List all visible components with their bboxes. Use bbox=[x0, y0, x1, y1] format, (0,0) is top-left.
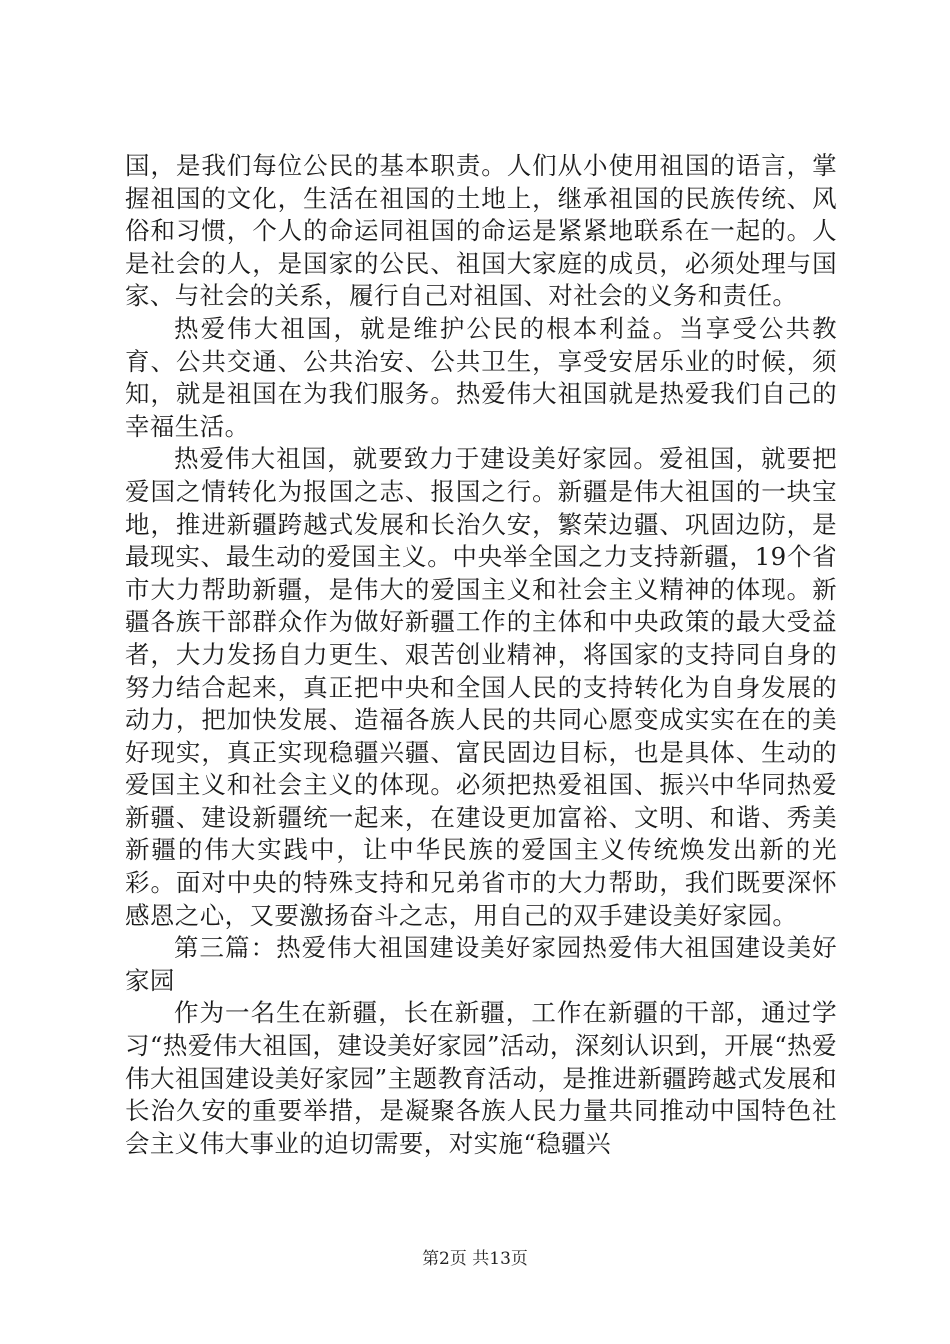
paragraph-1: 国，是我们每位公民的基本职责。人们从小使用祖国的语言，掌握祖国的文化，生活在祖国的土地上，继承祖国的民族传统、风俗和习惯，个人的命运同祖国的命运是紧紧地联系在一起的。人是社会的人，是国家的公民、祖国大家庭的成员，必须处理与国家、与社会的关系，履行自己对祖国、对社会的义务和责任。 bbox=[125, 151, 837, 311]
paragraph-5: 作为一名生在新疆，长在新疆，工作在新疆的干部，通过学习“热爱伟大祖国，建设美好家园”活动，深刻认识到，开展“热爱伟大祖国建设美好家园”主题教育活动，是推进新疆跨越式发展和长治久安的重要举措，是凝聚各族人民力量共同推动中国特色社会主义伟大事业的迫切需要，对实施“稳疆兴 bbox=[125, 998, 837, 1158]
document-body bbox=[125, 150, 837, 1160]
paragraph-3: 热爱伟大祖国，就要致力于建设美好家园。爱祖国，就要把爱国之情转化为报国之志、报国之行。新疆是伟大祖国的一块宝地，推进新疆跨越式发展和长治久安，繁荣边疆、巩固边防，是最现实、最生动的爱国主义。中央举全国之力支持新疆，19个省市大力帮助新疆，是伟大的爱国主义和社会主义精神的体现。新疆各族干部群众作为做好新疆工作的主体和中央政策的最大受益者，大力发扬自力更生、艰苦创业精神，将国家的支持同自身的努力结合起来，真正把中央和全国人民的支持转化为自身发展的动力，把加快发展、造福各族人民的共同心愿变成实实在在的美好现实，真正实现稳疆兴疆、富民固边目标，也是具体、生动的爱国主义和社会主义的体现。必须把热爱祖国、振兴中华同热爱新疆、建设新疆统一起来，在建设更加富裕、文明、和谐、秀美新疆的伟大实践中，让中华民族的爱国主义传统焕发出新的光彩。面对中央的特殊支持和兄弟省市的大力帮助，我们既要深怀感恩之心，又要激扬奋斗之志，用自己的双手建设美好家园。 bbox=[125, 444, 837, 930]
paragraph-2: 热爱伟大祖国，就是维护公民的根本利益。当享受公共教育、公共交通、公共治安、公共卫生，享受安居乐业的时候，须知，就是祖国在为我们服务。热爱伟大祖国就是热爱我们自己的幸福生活。 bbox=[125, 313, 837, 441]
page-footer: 第2页 共13页 bbox=[422, 1249, 528, 1269]
section-heading-part-three: 第三篇：热爱伟大祖国建设美好家园热爱伟大祖国建设美好家园 bbox=[125, 933, 837, 995]
